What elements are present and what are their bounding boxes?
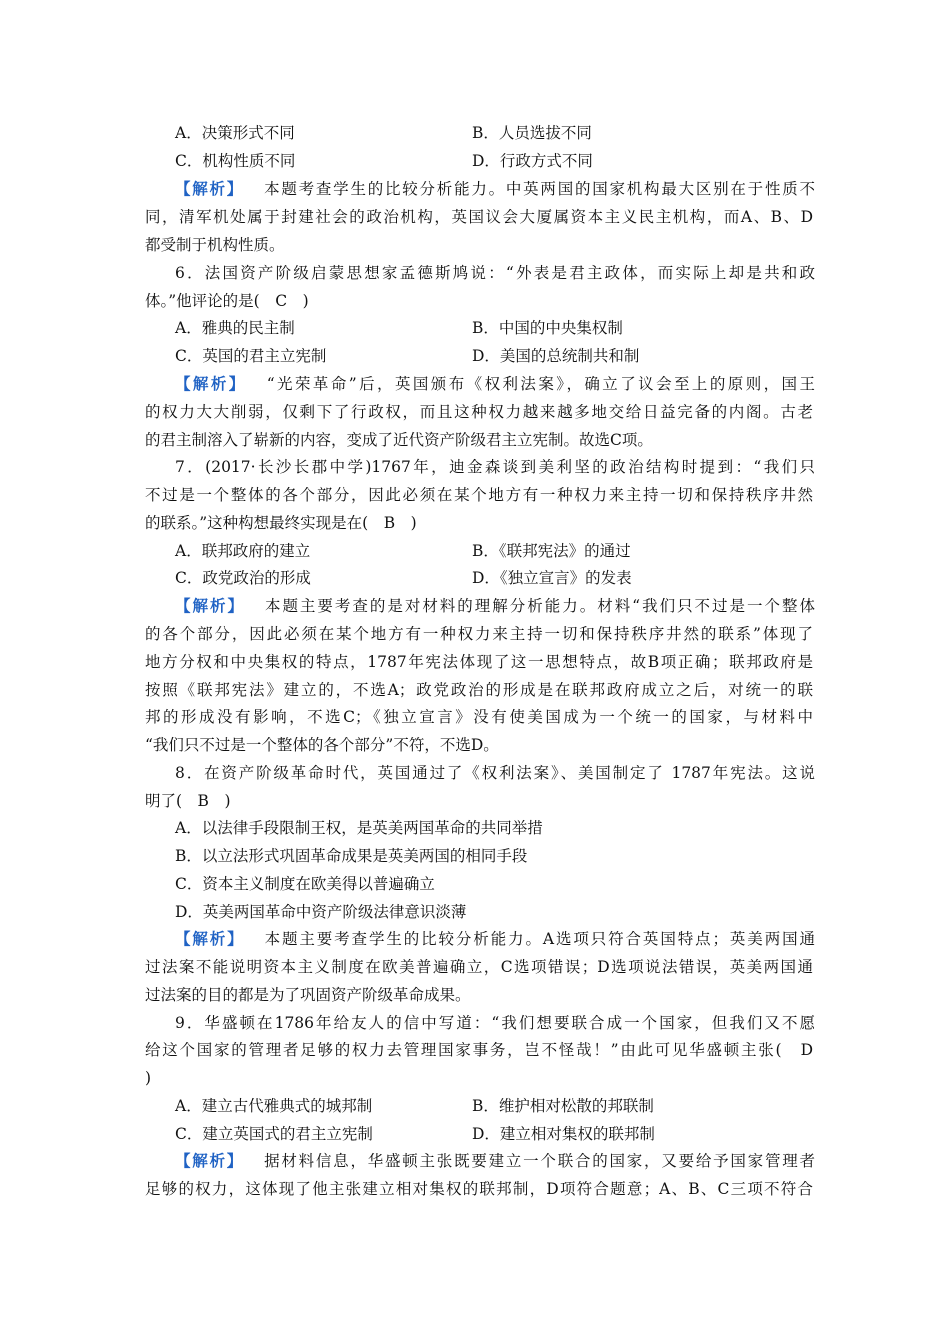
q5-analysis-line-1: 【解析】 本题考查学生的比较分析能力。中英两国的国家机构最大区别在于性质不 (175, 179, 815, 198)
analysis-tag: 【解析】 (175, 929, 245, 948)
q8-analysis-line-3: 过法案的目的都是为了巩固资产阶级革命成果。 (145, 986, 471, 1004)
q7-analysis-line-3: 地方分权和中央集权的特点，1787年宪法体现了这一思想特点，故B项正确；联邦政府是 (145, 653, 813, 671)
analysis-tag: 【解析】 (175, 179, 245, 198)
q6-stem-line-1: 6．法国资产阶级启蒙思想家孟德斯鸠说：“外表是君主政体，而实际上却是共和政 (175, 264, 815, 282)
q6-analysis-line-2: 的权力大大削弱，仅剩下了行政权，而且这种权力越来越多地交给日益完备的内阁。古老 (145, 403, 813, 421)
analysis-tag: 【解析】 (175, 1151, 245, 1170)
q7-analysis-line-5: 邦的形成没有影响，不选C；《独立宣言》没有使美国成为一个统一的国家，与材料中 (145, 708, 813, 726)
q7-option-a: A．联邦政府的建立 (175, 542, 311, 560)
q9-option-c: C．建立英国式的君主立宪制 (175, 1125, 373, 1143)
q7-analysis-line-6: “我们只不过是一个整体的各个部分”不符，不选D。 (145, 736, 499, 754)
q7-analysis-line-2: 的各个部分，因此必须在某个地方有一种权力来主持一切和保持秩序井然的联系”体现了 (145, 625, 813, 643)
q6-analysis-line-3: 的君主制溶入了崭新的内容，变成了近代资产阶级君主立宪制。故选C项。 (145, 431, 653, 449)
q5-option-c: C．机构性质不同 (175, 152, 296, 170)
q8-stem-line-1: 8．在资产阶级革命时代，英国通过了《权利法案》、美国制定了 1787年宪法。这说 (175, 764, 815, 782)
q8-stem-line-2: 明了( B ) (145, 792, 231, 810)
q6-option-a: A．雅典的民主制 (175, 319, 295, 337)
q6-option-c: C．英国的君主立宪制 (175, 347, 327, 365)
q8-analysis-line-2: 过法案不能说明资本主义制度在欧美普遍确立，C选项错误；D选项说法错误，英美两国通 (145, 958, 813, 976)
q5-option-a: A．决策形式不同 (175, 124, 295, 142)
q9-option-a: A．建立古代雅典式的城邦制 (175, 1097, 373, 1115)
q7-analysis-line-4: 按照《联邦宪法》建立的，不选A；政党政治的形成是在联邦政府成立之后，对统一的联 (145, 681, 813, 699)
q8-analysis-line-1: 【解析】 本题主要考查学生的比较分析能力。A选项只符合英国特点；英美两国通 (175, 929, 815, 948)
q9-analysis-line-1: 【解析】 据材料信息，华盛顿主张既要建立一个联合的国家，又要给予国家管理者 (175, 1151, 815, 1170)
q5-option-d: D．行政方式不同 (472, 152, 593, 170)
q9-analysis-line-2: 足够的权力，这体现了他主张建立相对集权的联邦制，D项符合题意；A、B、C三项不符合 (145, 1180, 813, 1198)
q7-option-c: C．政党政治的形成 (175, 569, 311, 587)
q9-option-d: D．建立相对集权的联邦制 (472, 1125, 655, 1143)
q8-option-d: D．英美两国革命中资产阶级法律意识淡薄 (175, 903, 467, 921)
q5-analysis-line-2: 同，清军机处属于封建社会的政治机构，英国议会大厦属资本主义民主机构，而A、B、D (145, 208, 813, 226)
q8-option-b: B．以立法形式巩固革命成果是英美两国的相同手段 (175, 847, 528, 865)
q9-stem-line-1: 9．华盛顿在1786年给友人的信中写道：“我们想要联合成一个国家，但我们又不愿 (175, 1014, 815, 1032)
analysis-tag: 【解析】 (175, 374, 247, 393)
q6-option-b: B．中国的中央集权制 (472, 319, 623, 337)
q5-option-b: B．人员选拔不同 (472, 124, 592, 142)
q6-option-d: D．美国的总统制共和制 (472, 347, 640, 365)
q6-analysis-line-1: 【解析】 “光荣革命”后，英国颁布《权利法案》，确立了议会至上的原则，国王 (175, 374, 815, 393)
q7-stem-line-2: 不过是一个整体的各个部分，因此必须在某个地方有一种权力来主持一切和保持秩序井然 (145, 486, 813, 504)
analysis-tag: 【解析】 (175, 596, 245, 615)
q5-analysis-line-3: 都受制于机构性质。 (145, 236, 285, 254)
q7-option-d: D．《独立宣言》的发表 (472, 569, 632, 587)
q9-stem-line-2: 给这个国家的管理者足够的权力去管理国家事务，岂不怪哉！”由此可见华盛顿主张( D (145, 1041, 813, 1059)
q9-option-b: B．维护相对松散的邦联制 (472, 1097, 654, 1115)
q8-option-a: A．以法律手段限制王权，是英美两国革命的共同举措 (175, 819, 543, 837)
q9-stem-line-3: ) (145, 1069, 152, 1087)
q7-stem-line-3: 的联系。”这种构想最终实现是在( B ) (145, 514, 417, 532)
q6-stem-line-2: 体。”他评论的是( C ) (145, 292, 309, 310)
q7-stem-line-1: 7．(2017·长沙长郡中学)1767年，迪金森谈到美利坚的政治结构时提到：“我们只 (175, 458, 815, 476)
q8-option-c: C．资本主义制度在欧美得以普遍确立 (175, 875, 435, 893)
q7-analysis-line-1: 【解析】 本题主要考查的是对材料的理解分析能力。材料“我们只不过是一个整体 (175, 596, 815, 615)
q7-option-b: B．《联邦宪法》的通过 (472, 542, 631, 560)
